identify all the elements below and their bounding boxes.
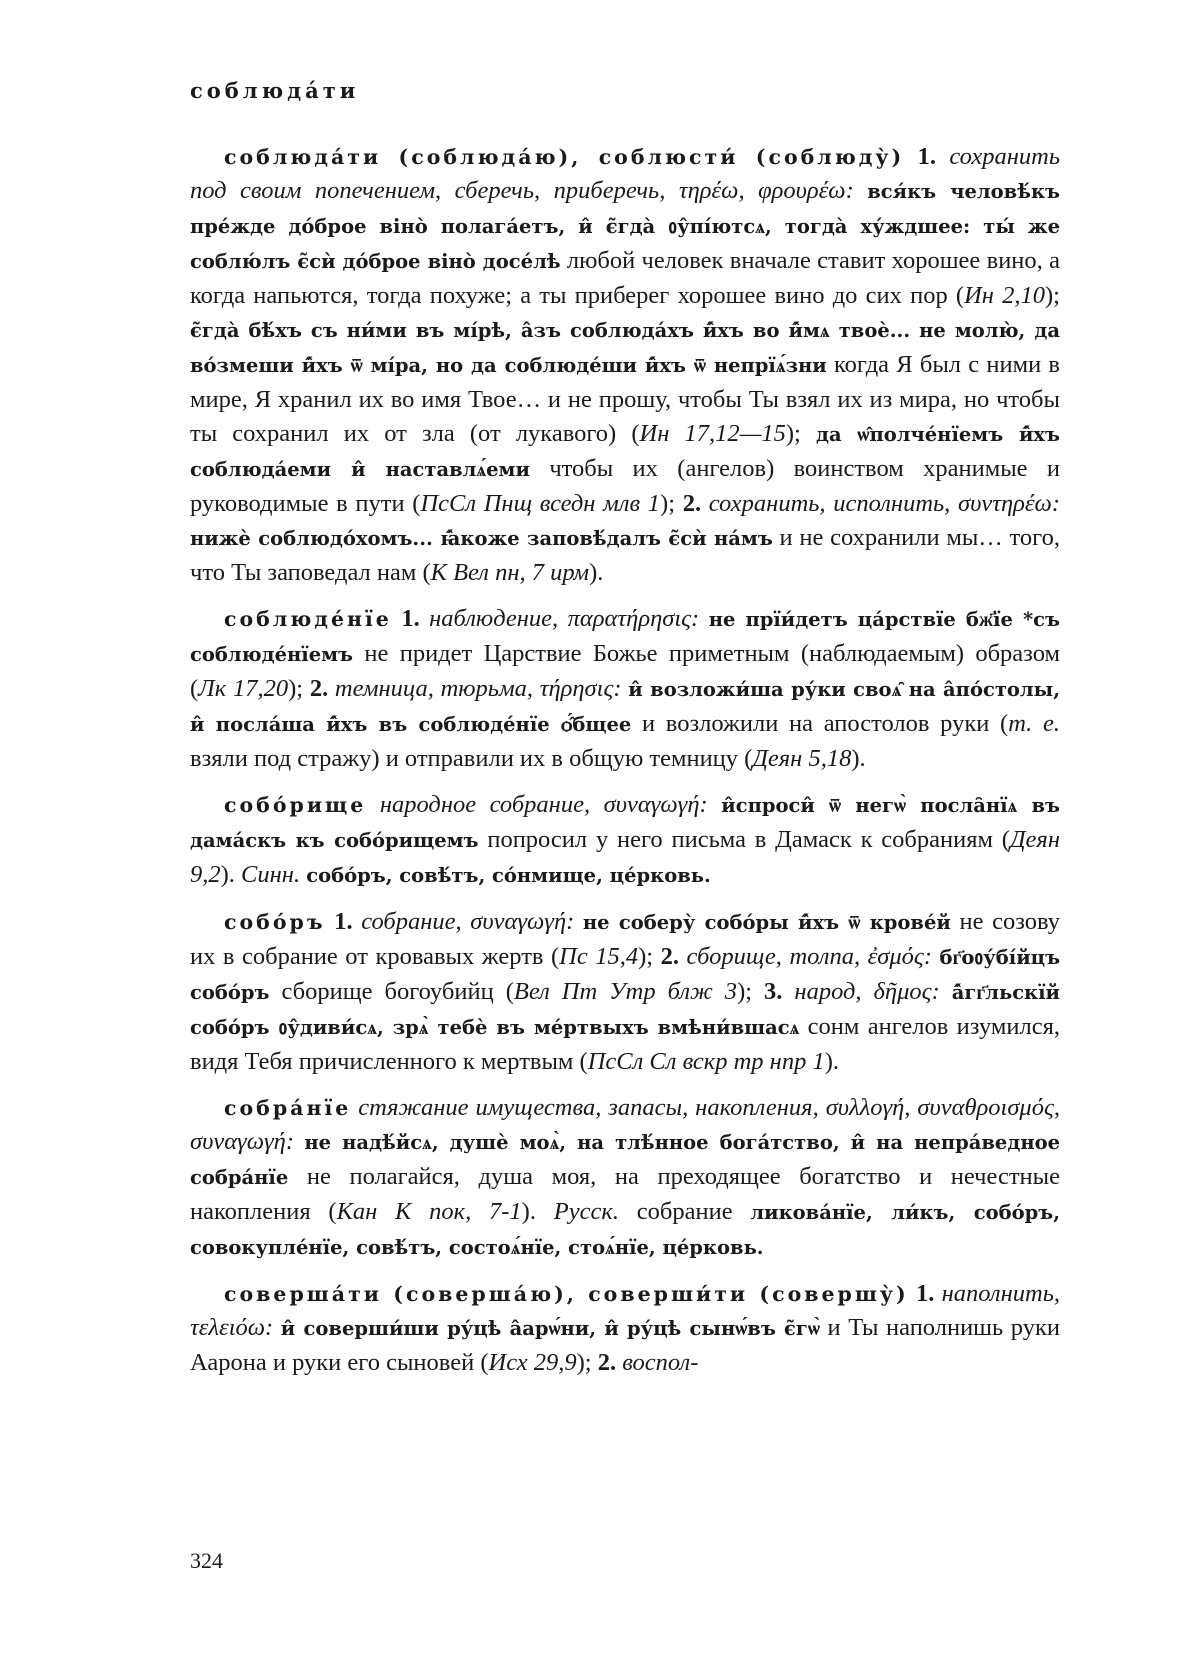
italic-text: παρατήρησις: (567, 605, 700, 632)
italic-text: συλλογή, συναθροισμός, συναγωγή: (190, 1094, 1061, 1155)
italic-text: τηρέω, φρουρέω: (678, 177, 854, 204)
running-head: соблюда́ти (190, 78, 360, 103)
text-run: ). (589, 559, 604, 586)
sense-number: 2. (660, 943, 679, 970)
church-slavonic-text: не прїи́детъ ца́рствїе бж҃їе *съ соблюде́нїемъ (190, 608, 1061, 666)
text-run (909, 1280, 916, 1307)
text-run: собрание (618, 1198, 751, 1225)
italic-text: наблюдение, (419, 605, 568, 632)
sense-number: 1. (916, 1280, 935, 1307)
text-run (940, 978, 952, 1005)
text-run: ); (737, 978, 765, 1005)
text-run: и не сохранили мы… того, что Ты заповедал нам ( (190, 524, 1060, 586)
text-run (904, 143, 917, 170)
text-run: ). (824, 1048, 840, 1075)
italic-text: ПсСл Пнщ вседн млв 1 (420, 490, 661, 517)
sense-number: 2. (597, 1349, 617, 1376)
headword: собра́нїе (224, 1096, 352, 1120)
text-run: ). (220, 861, 242, 888)
church-slavonic-text: є̃гда̀ бѣ́хъ съ ни́ми въ мі́рѣ, а̂зъ соблюда́хъ и̂́хъ во и̂́мѧ твоѐ... не молю̀, да во́змеши и̂́хъ ѿ мі́ра, но да соблюде́ши и̂́хъ ѿ непрїѧ́зни (190, 319, 1060, 377)
church-slavonic-text: не соберу̀ собо́ры и̂́хъ ѿ крове́й (582, 911, 951, 934)
italic-text: συντηρέω: (958, 490, 1061, 517)
headword: собо́рище (224, 793, 367, 817)
italic-text: Лк 17,20 (198, 675, 289, 702)
church-slavonic-text: и̂ соверши́ши ру́цѣ а̂арѡ́ни, и̂ ру́цѣ сынѡ́въ є̃гѡ̀ (280, 1317, 820, 1340)
italic-text: Ин 2,10 (964, 282, 1046, 309)
church-slavonic-text: бг҃оᲂу́бі́йцъ собо́ръ (190, 946, 1061, 1004)
italic-text: К Вел пн, 7 ирм (430, 559, 590, 586)
sense-number: 1. (917, 143, 936, 170)
italic-text: наполнить, (934, 1280, 1060, 1307)
text-run (932, 943, 940, 970)
italic-text: темница, тюрьма, (328, 675, 540, 702)
italic-text: народное собрание, (379, 791, 604, 818)
text-run (708, 791, 722, 818)
text-run: не придет Царствие Божье приметным (наблюдаемым) образом ( (190, 640, 1060, 702)
italic-text: стяжание имущества, запасы, накопления, (358, 1094, 826, 1121)
text-run: ); (288, 675, 310, 702)
text-run (326, 908, 335, 935)
dictionary-entry (190, 602, 1060, 776)
italic-text: т. е. (1008, 710, 1060, 737)
headword: соверша́ти (соверша́ю), соверши́ти (совершу̀) (224, 1282, 909, 1306)
church-slavonic-text: собо́ръ, совѣ́тъ, со́нмище, це́рковь. (306, 864, 711, 887)
italic-text: Синн. (241, 861, 301, 888)
italic-text: воспол- (616, 1349, 699, 1376)
text-run: ); (785, 420, 816, 447)
text-run: когда Я был с ними в мире, Я хранил их во имя Твое… и не прошу, чтобы Ты взял их из мира, но чтобы ты сохранил их от зла (от лукавого) ( (190, 351, 1060, 447)
italic-text: Ин 17,12—15 (639, 420, 786, 447)
dictionary-text (190, 140, 1060, 1392)
church-slavonic-text: вся́къ человѣ́къ пре́жде до́брое віно̀ полага́етъ, и̂ є̃гда̀ ᲂу̂пі́ютсѧ, тогда̀ ху́ждшее: ты́ же соблю́лъ є̃сѝ до́брое віно̀ досе́лѣ (190, 180, 1060, 273)
italic-text: ПсСл Сл вскр тр нпр 1 (587, 1048, 825, 1075)
church-slavonic-text: да ѡ̂полче́нїемъ и̂́хъ соблюда́еми и̂ наставлѧ́еми (190, 423, 1060, 481)
text-run (392, 605, 401, 632)
italic-text: Вел Пт Утр блж 3 (513, 978, 738, 1005)
text-run: ); (1045, 282, 1060, 309)
italic-text: τελειόω: (190, 1314, 274, 1341)
text-run: ). (851, 745, 866, 772)
text-run: ); (576, 1349, 598, 1376)
text-run: взяли под стражу) и отправили их в общую темницу ( (190, 745, 753, 772)
italic-text: Деян 5,18 (752, 745, 852, 772)
text-run (854, 177, 867, 204)
text-run: и Ты наполнишь руки Аарона и руки его сыновей ( (190, 1314, 1060, 1376)
sense-number: 1. (334, 908, 353, 935)
headword: соблюда́ти (соблюда́ю), соблюсти́ (соблюду̀) (224, 145, 905, 169)
italic-text: собрание, (352, 908, 471, 935)
text-run: попросил у него письма в Дамаск к собраниям ( (478, 826, 1010, 853)
text-run (366, 791, 380, 818)
headword: собо́ръ (224, 910, 326, 934)
text-run: не полагайся, душа моя, на преходящее богатство и нечестные накопления ( (190, 1163, 1060, 1225)
church-slavonic-text: и̂ возложи́ша ру́ки своѧ̑ на а̂по́столы, и̂ посла́ша и̂́хъ въ соблюде́нїе ѻ̂́бщее (190, 678, 1060, 736)
italic-text: сохранить под своим попечением, сберечь, приберечь, (190, 143, 1060, 204)
italic-text: συναγωγή: (603, 791, 708, 818)
text-run: ); (660, 490, 683, 517)
dictionary-entry (190, 1091, 1060, 1265)
church-slavonic-text: нижѐ соблюдо́хомъ... ꙗ̂́коже заповѣ́далъ є̃сѝ на́мъ (190, 527, 773, 550)
church-slavonic-text: а̂́гг҃льскїй собо́ръ ᲂу̂диви́сѧ, зрѧ̀ тебѐ въ ме́ртвыхъ вмѣни́вшасѧ (190, 981, 1061, 1039)
italic-text: Исх 29,9 (488, 1349, 577, 1376)
italic-text: народ, (782, 978, 874, 1005)
italic-text: τήρησις: (539, 675, 622, 702)
text-run (294, 1128, 304, 1155)
sense-number: 1. (401, 605, 420, 632)
italic-text: сохранить, исполнить, (701, 490, 959, 517)
church-slavonic-text: не надѣ́йсѧ, душѐ моѧ̀, на тлѣ́нное бога́тство, и̂ на непра́ведное собра́нїе (190, 1131, 1061, 1189)
text-run: сонм ангелов изумился, видя Тебя причисленного к мертвым ( (190, 1013, 1060, 1075)
dictionary-entry (190, 1277, 1060, 1380)
dictionary-entry (190, 140, 1060, 590)
text-run (273, 1314, 281, 1341)
italic-text: δῆμος: (873, 978, 940, 1005)
sense-number: 2. (682, 490, 702, 517)
italic-text: Пс 15,4 (559, 943, 639, 970)
dictionary-entry (190, 905, 1060, 1079)
italic-text: сборище, толпа, (679, 943, 868, 970)
italic-text: Русск. (553, 1198, 619, 1225)
italic-text: Деян 9,2 (190, 826, 1060, 888)
text-run: не созову их в собрание от кровавых жертв ( (190, 908, 1060, 970)
italic-text: συναγωγή: (470, 908, 575, 935)
text-run: сборище богоубийц ( (269, 978, 514, 1005)
italic-text: Кан К пок, 7-1 (336, 1198, 522, 1225)
church-slavonic-text: и̂спроси̂ ѿ негѡ̀ посла̑нїѧ въ дама́скъ къ собо́рищемъ (190, 794, 1061, 852)
headword: соблюде́нїе (224, 607, 392, 631)
text-run (574, 908, 583, 935)
sense-number: 3. (764, 978, 783, 1005)
italic-text: ἐσμός: (867, 943, 933, 970)
dictionary-entry (190, 788, 1060, 893)
sense-number: 2. (309, 675, 329, 702)
text-run: ); (638, 943, 661, 970)
page-number: 324 (190, 1548, 223, 1573)
text-run: чтобы их (ангелов) воинством хранимые и руководимые в пути ( (190, 455, 1061, 517)
text-run: любой человек вначале ставит хорошее вино, а когда напьются, тогда похуже; а ты приберег хорошее вино до сих пор ( (190, 247, 1060, 309)
text-run (699, 605, 708, 632)
church-slavonic-text: ликова́нїе, ли́къ, собо́ръ, совокупле́нїе, совѣ́тъ, состоѧ́нїе, стоѧ́нїе, це́рковь. (190, 1201, 1060, 1259)
text-run: и возложили на апостолов руки ( (631, 710, 1009, 737)
text-run: ). (521, 1198, 554, 1225)
